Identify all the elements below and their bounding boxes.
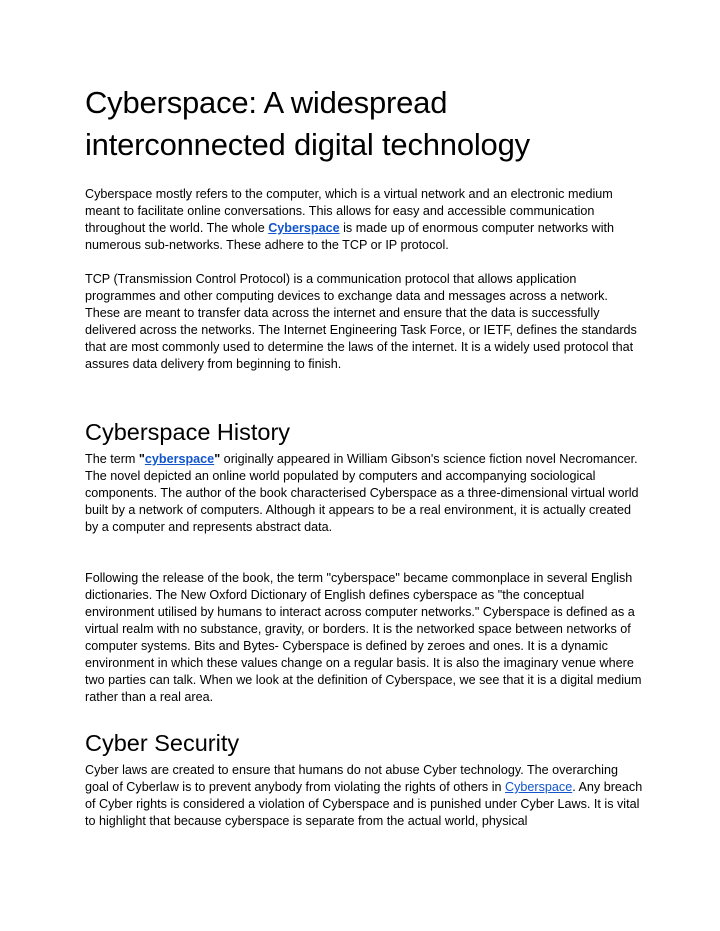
intro-p1-text-after: is made up of enormous computer networks with numerous sub-networks. These adhere to the TCP or IP protocol. — [85, 221, 614, 252]
history-paragraph-1 — [85, 451, 645, 536]
history-p1-text-after: originally appeared in William Gibson's science fiction novel Necromancer. The novel depicted an online world populated by computers and accompanying sociological components. The author of the book characterised Cyberspace as a three-dimensional virtual world built by a network of computers. Although it appears to be a real environment, it is actually created by a computer and represents abstract data. — [85, 452, 639, 534]
quote-close: " — [214, 452, 221, 466]
history-paragraph-2: Following the release of the book, the term "cyberspace" became commonplace in several English dictionaries. The New Oxford Dictionary of English defines cyberspace as "the conceptual environment utilised by humans to interact across computer networks." Cyberspace is defined as a virtual realm with no substance, gravity, or borders. It is the networked space between networks of computer systems. Bits and Bytes- Cyberspace is defined by zeroes and ones. It is a dynamic environment in which these values change on a regular basis. It is also the imaginary venue where two parties can talk. When we look at the definition of Cyberspace, we see that it is a digital medium rather than a real area. — [85, 571, 642, 704]
security-p1-text-before: Cyber laws are created to ensure that humans do not abuse Cyber technology. The overarching goal of Cyberlaw is to prevent anybody from violating the rights of others in — [85, 763, 618, 794]
document-body — [85, 82, 645, 830]
cyberspace-term-link[interactable]: cyberspace — [144, 452, 215, 466]
intro-p1-text-before: Cyberspace mostly refers to the computer, which is a virtual network and an electronic medium meant to facilitate online conversations. This allows for easy and accessible communication throughout the world. The whole — [85, 187, 613, 235]
history-heading: Cyberspace History — [85, 419, 291, 445]
history-p1-text-before: The term — [85, 452, 139, 466]
security-heading: Cyber Security — [85, 730, 240, 756]
quote-open: " — [138, 452, 145, 466]
page-title: Cyberspace: A widespread interconnected digital technology — [85, 85, 530, 162]
security-paragraph-1 — [85, 762, 645, 830]
security-p1-text-after: . Any breach of Cyber rights is considered a violation of Cyberspace and is punished under Cyber Laws. It is vital to highlight that because cyberspace is separate from the actual world, physical — [85, 780, 643, 828]
cyberspace-security-link[interactable]: Cyberspace — [505, 780, 573, 794]
intro-paragraph-1 — [85, 186, 645, 254]
intro-paragraph-2: TCP (Transmission Control Protocol) is a communication protocol that allows application programmes and other computing devices to exchange data and messages across a network. These are meant to transfer data across the internet and ensure that the data is successfully delivered across the networks. The Internet Engineering Task Force, or IETF, defines the standards that are most commonly used to determine the laws of the internet. It is a widely used protocol that assures data delivery from beginning to finish. — [85, 272, 637, 371]
cyberspace-link[interactable]: Cyberspace — [268, 221, 340, 235]
